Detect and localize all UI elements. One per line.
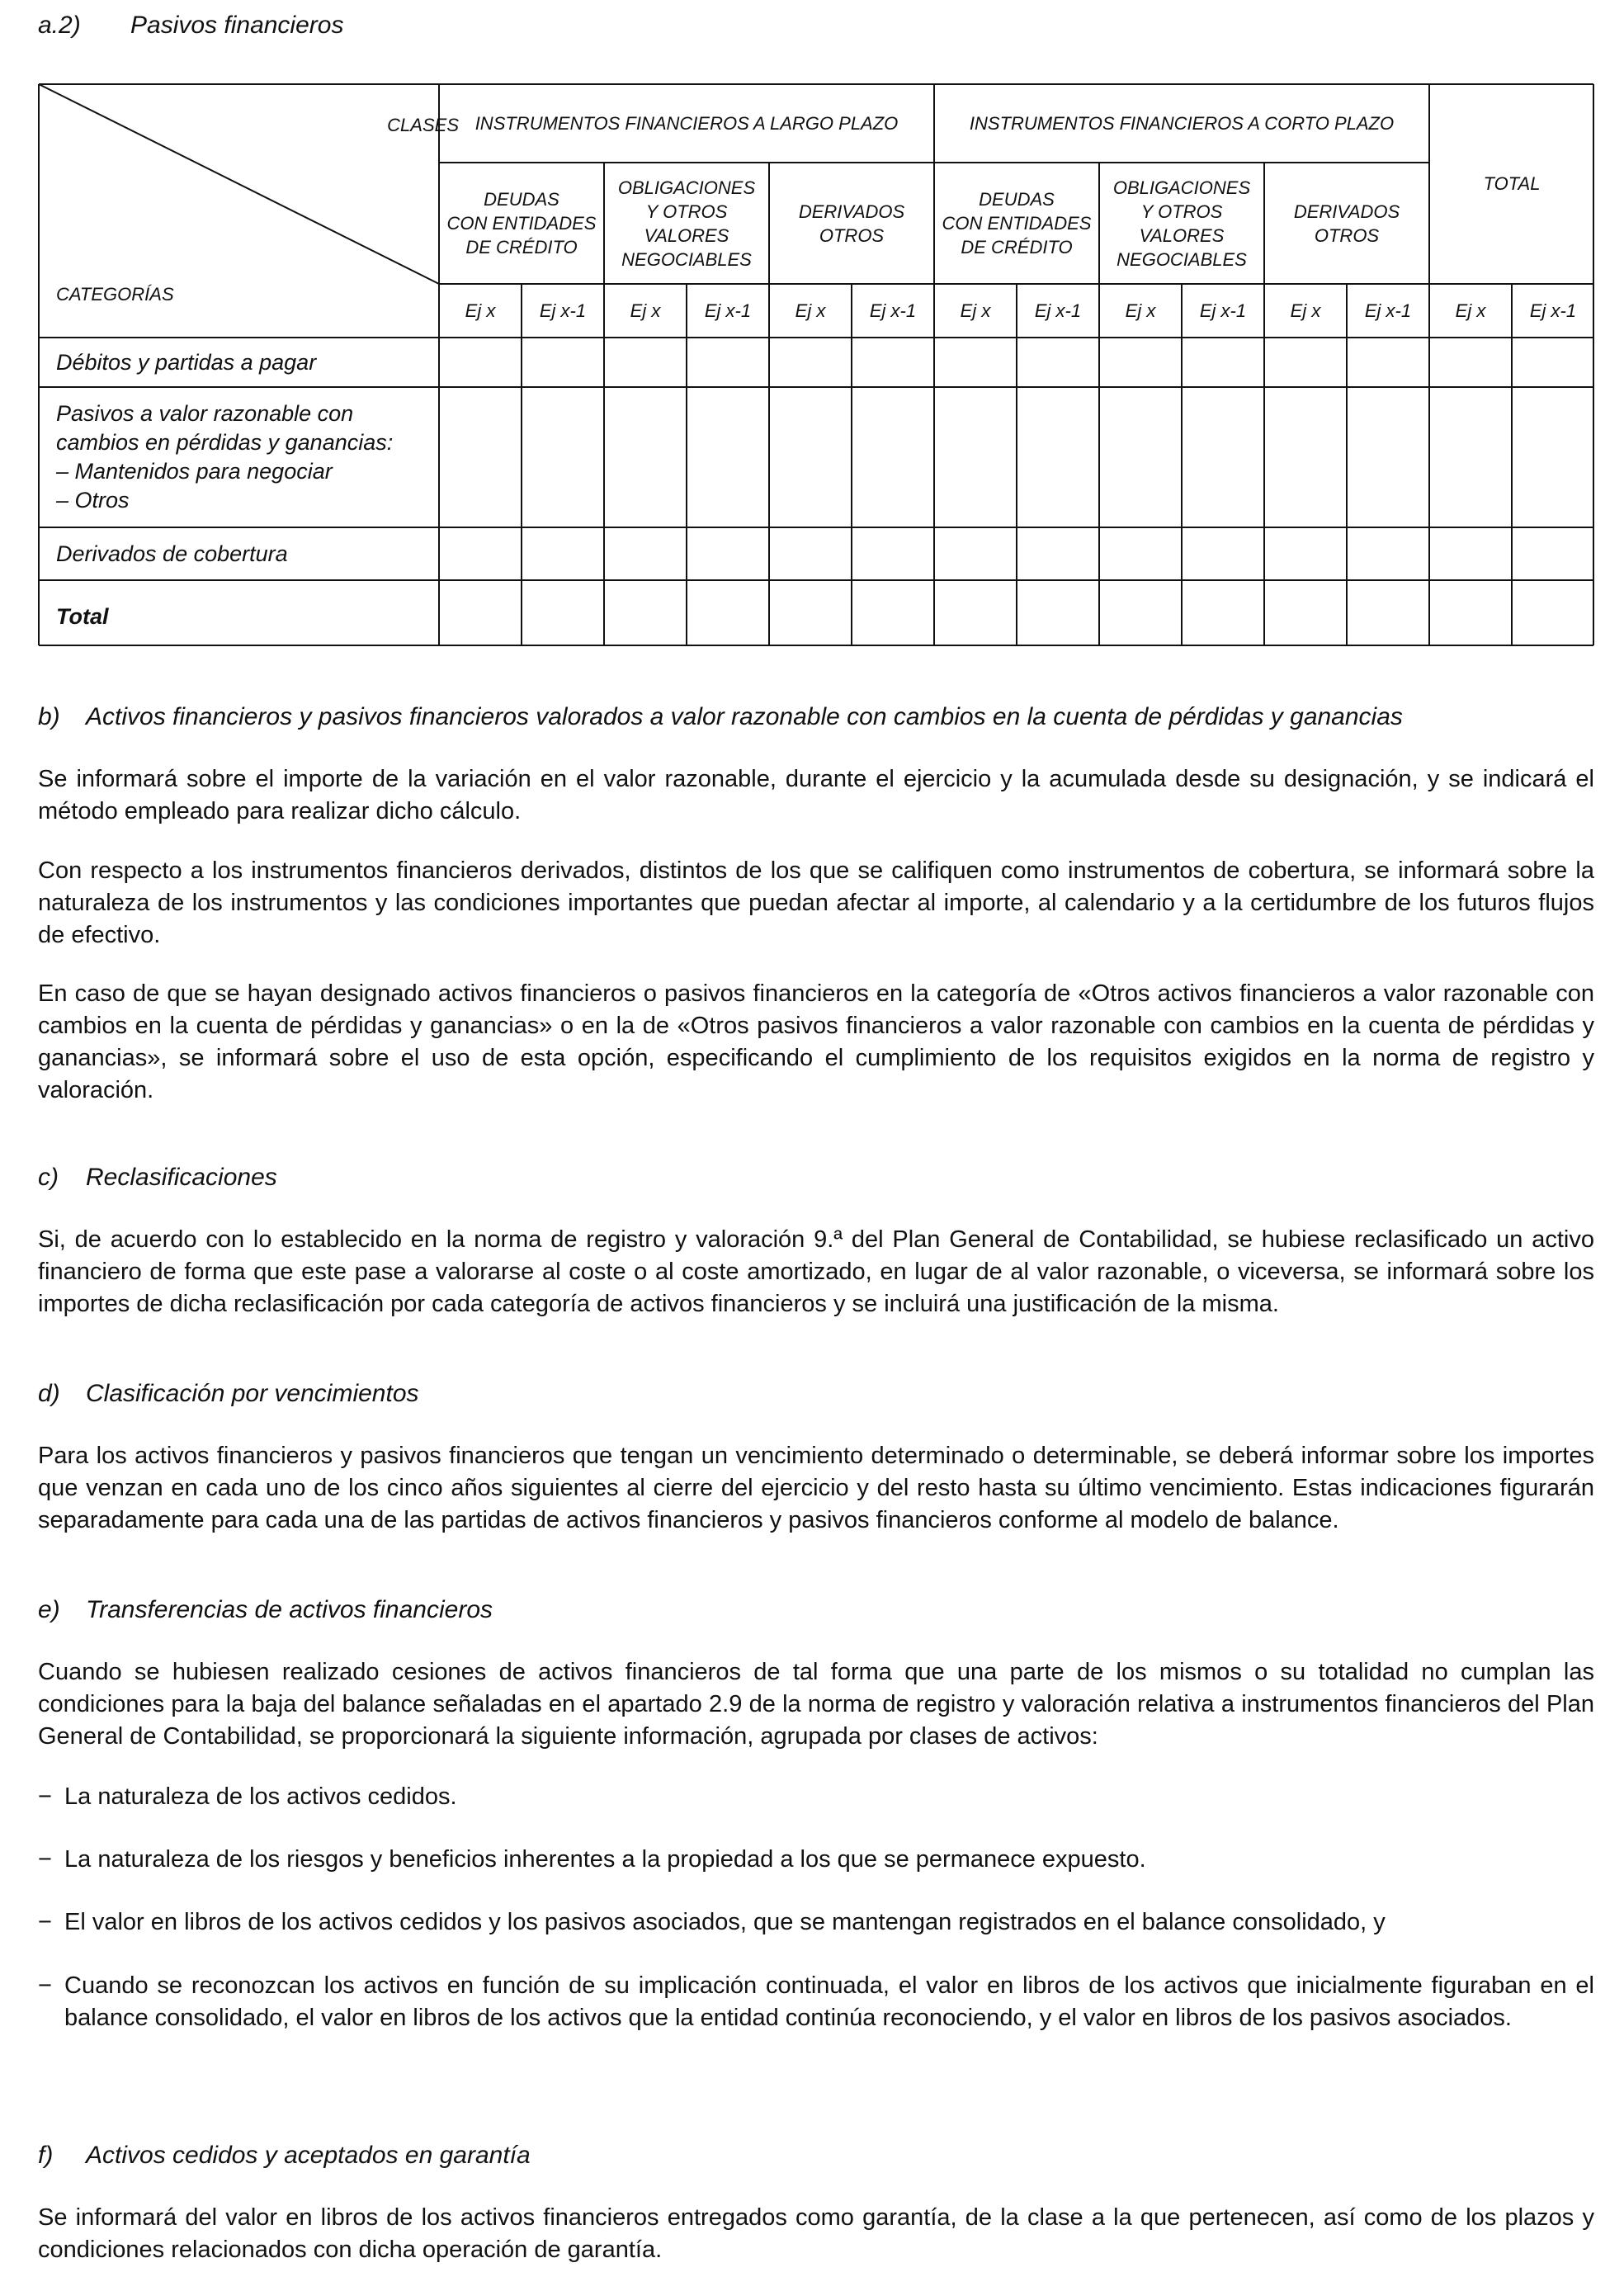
table-cell — [852, 527, 934, 580]
group-header-largo-plazo: INSTRUMENTOS FINANCIEROS A LARGO PLAZO — [474, 112, 899, 134]
table-cell — [522, 527, 604, 580]
sub-header-obligaciones-line: Y OTROS — [645, 201, 728, 222]
pasivos-financieros-table — [38, 83, 1594, 646]
table-cell — [1017, 387, 1099, 527]
table-cell — [1099, 338, 1182, 387]
table-cell — [934, 527, 1017, 580]
table-cell — [1429, 338, 1512, 387]
sub-header-obligaciones-line: VALORES — [1139, 224, 1225, 246]
section-letter: d) — [38, 1380, 60, 1407]
total-header: TOTAL — [1483, 173, 1541, 194]
table-cell — [769, 527, 852, 580]
section-letter: f) — [38, 2142, 54, 2169]
sub-header-deudas-line: DEUDAS — [484, 189, 559, 210]
table-cell — [522, 580, 604, 646]
sub-header-deudas-line: CON ENTIDADES — [942, 213, 1092, 234]
table-cell — [1182, 580, 1264, 646]
list-item — [38, 1970, 1594, 2034]
list-item-text: El valor en libros de los activos cedidos y los pasivos asociados, que se mantengan registrados en el balance consolidado, y — [64, 1909, 1386, 1935]
table-cell — [1017, 338, 1099, 387]
ej-x-header: Ej x — [960, 300, 991, 321]
ej-x1-header: Ej x-1 — [704, 300, 752, 321]
ej-x1-header: Ej x-1 — [539, 300, 587, 321]
section-title: Activos cedidos y aceptados en garantía — [86, 2142, 531, 2169]
section-letter: e) — [38, 1596, 60, 1623]
table-row-label — [38, 338, 439, 387]
sub-header-obligaciones-line: OBLIGACIONES — [617, 177, 756, 198]
table-row-label-line: – Otros — [56, 488, 130, 513]
table-cell — [1429, 387, 1512, 527]
sub-header-obligaciones-line: Y OTROS — [1140, 201, 1223, 222]
corner-clases-label: CLASES — [387, 115, 459, 135]
table-row-label — [38, 580, 439, 646]
section-f-heading — [38, 2142, 531, 2170]
section-e-heading — [38, 1596, 493, 1624]
table-cell — [1264, 580, 1347, 646]
list-item-text: La naturaleza de los riesgos y beneficios inherentes a la propiedad a los que se permanece expuesto. — [64, 1846, 1146, 1873]
section-c-heading — [38, 1164, 277, 1192]
table-cell — [1347, 338, 1429, 387]
sub-header-derivados-line: OTROS — [819, 224, 885, 246]
table-cell — [1512, 527, 1594, 580]
ej-x-header: Ej x — [1290, 300, 1321, 321]
sub-header-deudas — [934, 163, 1099, 284]
section-title: Clasificación por vencimientos — [86, 1380, 419, 1407]
heading-title: Pasivos financieros — [130, 12, 344, 39]
section-d-heading — [38, 1380, 419, 1408]
table-cell — [1264, 387, 1347, 527]
table-cell — [439, 527, 522, 580]
table-cell — [852, 338, 934, 387]
table-cell — [1182, 387, 1264, 527]
table-cell — [1099, 527, 1182, 580]
table-cell — [934, 387, 1017, 527]
sub-header-obligaciones — [1099, 163, 1264, 284]
table-cell — [604, 527, 687, 580]
table-cell — [1347, 527, 1429, 580]
list-item — [38, 1844, 1594, 1876]
ej-x-header: Ej x — [465, 300, 496, 321]
corner-categorias-label: CATEGORÍAS — [56, 284, 174, 305]
table-row-label-line: – Mantenidos para negociar — [56, 459, 333, 484]
list-item — [38, 1906, 1594, 1939]
table-cell — [687, 387, 769, 527]
section-b-paragraph-3: En caso de que se hayan designado activos financieros o pasivos financieros en la categoría de «Otros activos financieros a valor razonable con cambios en la cuenta de pérdidas y ganancias» o en la de «Otros pasivos financieros a valor razonable con cambios en la cuenta de pérdidas y ganancias», se informará sobre el uso de esta opción, especificando el cumplimiento de los requisitos exigidos en la norma de registro y valoración. — [38, 980, 1594, 1103]
table-cell — [604, 580, 687, 646]
table-cell — [1512, 580, 1594, 646]
table-cell — [522, 387, 604, 527]
list-item-text: Cuando se reconozcan los activos en función de su implicación continuada, el valor en libros de los activos que inicialmente figuraban en el balance consolidado, el valor en libros de los activos que la entidad continúa reconociendo, y el valor en libros de los pasivos asociados. — [64, 1972, 1594, 2031]
section-b-heading — [38, 703, 1403, 731]
list-item-text: La naturaleza de los activos cedidos. — [64, 1783, 457, 1810]
table-cell — [687, 580, 769, 646]
table-cell — [439, 338, 522, 387]
section-c-paragraph-1: Si, de acuerdo con lo establecido en la norma de registro y valoración 9.ª del Plan General de Contabilidad, se hubiese reclasificado un activo financiero de forma que este pase a valorarse al coste o al coste amortizado, en lugar de al valor razonable, o viceversa, se informará sobre los importes de dicha reclasificación por cada categoría de activos financieros y se incluirá una justificación de la misma. — [38, 1226, 1594, 1317]
table-cell — [1182, 338, 1264, 387]
ej-x1-header: Ej x-1 — [1529, 300, 1577, 321]
sub-header-obligaciones-line: VALORES — [644, 224, 729, 246]
table-cell — [439, 387, 522, 527]
table-row-label — [38, 387, 439, 527]
table-cell — [522, 338, 604, 387]
table-cell — [1182, 527, 1264, 580]
table-cell — [604, 387, 687, 527]
sub-header-derivados-line: OTROS — [1314, 224, 1380, 246]
sub-header-deudas-line: DE CRÉDITO — [961, 237, 1073, 257]
section-b-paragraph-1: Se informará sobre el importe de la variación en el valor razonable, durante el ejercicio y la acumulada desde su designación, y se indicará el método empleado para realizar dicho cálculo. — [38, 766, 1594, 824]
section-b-paragraph-2: Con respecto a los instrumentos financieros derivados, distintos de los que se califiquen como instrumentos de cobertura, se informará sobre la naturaleza de los instrumentos y las condiciones importantes que puedan afectar al importe, al calendario y a la certidumbre de los futuros flujos de efectivo. — [38, 857, 1594, 948]
table-cell — [604, 338, 687, 387]
table-cell — [934, 580, 1017, 646]
table-cell — [769, 387, 852, 527]
ej-x1-header: Ej x-1 — [1034, 300, 1082, 321]
table-cell — [1512, 338, 1594, 387]
table-cell — [1429, 527, 1512, 580]
ej-x1-header: Ej x-1 — [869, 300, 917, 321]
ej-x-header: Ej x — [1125, 300, 1156, 321]
sub-header-obligaciones-line: OBLIGACIONES — [1112, 177, 1251, 198]
sub-header-deudas-line: DE CRÉDITO — [465, 237, 578, 257]
sub-header-derivados-line: DERIVADOS — [1293, 201, 1400, 222]
section-title: Reclasificaciones — [86, 1164, 277, 1191]
table-cell — [769, 338, 852, 387]
table-cell — [1099, 387, 1182, 527]
ej-x1-header: Ej x-1 — [1199, 300, 1247, 321]
table-cell — [1512, 387, 1594, 527]
section-title: Transferencias de activos financieros — [86, 1596, 493, 1623]
section-d-paragraph-1: Para los activos financieros y pasivos financieros que tengan un vencimiento determinado o determinable, se deberá informar sobre los importes que venzan en cada uno de los cinco años siguientes al cierre del ejercicio y del resto hasta su último vencimiento. Estas indicaciones figurarán separadamente para cada una de las partidas de activos financieros y pasivos financieros conforme al modelo de balance. — [38, 1443, 1594, 1533]
sub-header-obligaciones-line: NEGOCIABLES — [621, 248, 752, 270]
table-row-label-line: Derivados de cobertura — [56, 541, 288, 566]
sub-header-derivados — [769, 163, 934, 284]
heading-pasivos-financieros — [38, 12, 343, 40]
table-row-label-line: Total — [56, 603, 109, 629]
sub-header-deudas-line: CON ENTIDADES — [446, 213, 597, 234]
ej-x-header: Ej x — [1455, 300, 1486, 321]
table-cell — [852, 580, 934, 646]
table-row-label — [38, 527, 439, 580]
table-cell — [1347, 580, 1429, 646]
section-title: Activos financieros y pasivos financieros valorados a valor razonable con cambios en la cuenta de pérdidas y ganancias — [86, 703, 1403, 730]
table-cell — [687, 338, 769, 387]
table-cell — [769, 580, 852, 646]
bullet-dash: − — [38, 1909, 52, 1935]
sub-header-deudas — [439, 163, 604, 284]
table-cell — [1429, 580, 1512, 646]
ej-x-header: Ej x — [795, 300, 826, 321]
sub-header-deudas-line: DEUDAS — [979, 189, 1055, 210]
table-cell — [934, 338, 1017, 387]
table-row-label-line: cambios en pérdidas y ganancias: — [56, 430, 394, 455]
sub-header-derivados — [1264, 163, 1429, 284]
section-e-paragraph-1: Cuando se hubiesen realizado cesiones de activos financieros de tal forma que una parte de los mismos o su totalidad no cumplan las condiciones para la baja del balance señaladas en el apartado 2.9 de la norma de registro y valoración relativa a instrumentos financieros del Plan General de Contabilidad, se proporcionará la siguiente información, agrupada por clases de activos: — [38, 1659, 1594, 1750]
table-row-label-line: Débitos y partidas a pagar — [56, 349, 317, 375]
bullet-dash: − — [38, 1846, 52, 1873]
bullet-dash: − — [38, 1783, 52, 1810]
table-cell — [1264, 338, 1347, 387]
table-cell — [1099, 580, 1182, 646]
section-f-paragraph-1: Se informará del valor en libros de los activos financieros entregados como garantía, de la clase a la que pertenecen, así como de los plazos y condiciones relacionados con dicha operación de garantía. — [38, 2204, 1594, 2263]
list-item — [38, 1781, 1594, 1813]
ej-x-header: Ej x — [630, 300, 661, 321]
table-cell — [1264, 527, 1347, 580]
group-header-corto-plazo: INSTRUMENTOS FINANCIEROS A CORTO PLAZO — [969, 112, 1395, 134]
table-row-label-line: Pasivos a valor razonable con — [56, 401, 354, 426]
sub-header-obligaciones — [604, 163, 769, 284]
section-letter: c) — [38, 1164, 59, 1191]
table-cell — [1017, 527, 1099, 580]
ej-x1-header: Ej x-1 — [1364, 300, 1412, 321]
table-cell — [687, 527, 769, 580]
table-cell — [852, 387, 934, 527]
table-cell — [439, 580, 522, 646]
table-cell — [1017, 580, 1099, 646]
table-cell — [1347, 387, 1429, 527]
section-letter: b) — [38, 703, 60, 730]
sub-header-obligaciones-line: NEGOCIABLES — [1116, 248, 1247, 270]
sub-header-derivados-line: DERIVADOS — [798, 201, 905, 222]
bullet-dash: − — [38, 1972, 52, 1999]
heading-number: a.2) — [38, 12, 81, 39]
